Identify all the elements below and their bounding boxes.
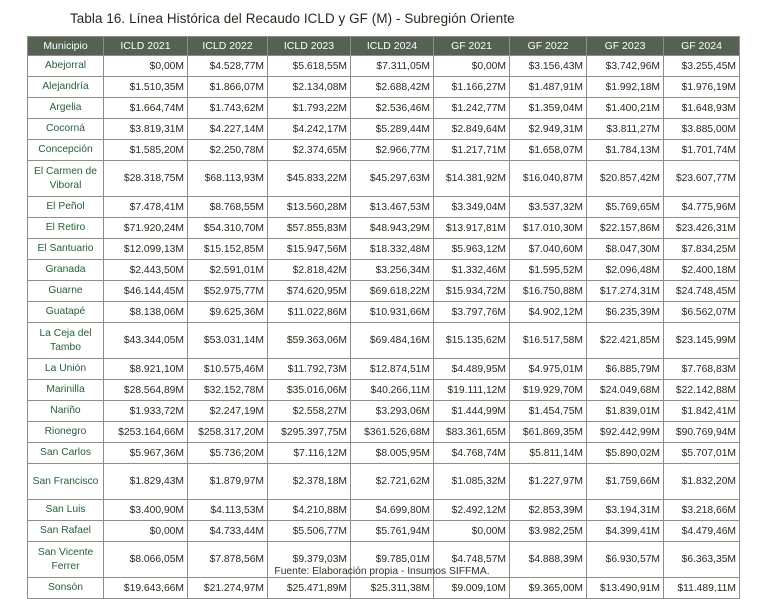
value-cell: $69.484,16M — [351, 323, 434, 359]
table-row — [28, 521, 740, 542]
value-cell: $2.134,08M — [268, 77, 351, 98]
value-cell: $1.992,18M — [587, 77, 664, 98]
value-cell: $1.510,35M — [104, 77, 188, 98]
municipio-cell: San Rafael — [28, 521, 104, 542]
value-cell: $2.096,48M — [587, 260, 664, 281]
value-cell: $3.742,96M — [587, 56, 664, 77]
value-cell: $2.492,12M — [434, 500, 510, 521]
value-cell: $2.721,62M — [351, 464, 434, 500]
value-cell: $0,00M — [104, 521, 188, 542]
table-row — [28, 260, 740, 281]
column-header: ICLD 2023 — [268, 37, 351, 56]
value-cell: $3.819,31M — [104, 119, 188, 140]
value-cell: $2.378,18M — [268, 464, 351, 500]
value-cell: $1.166,27M — [434, 77, 510, 98]
value-cell: $1.976,19M — [664, 77, 740, 98]
municipio-cell: Abejorral — [28, 56, 104, 77]
value-cell: $6.930,57M — [587, 542, 664, 578]
value-cell: $2.853,39M — [510, 500, 587, 521]
value-cell: $1.332,46M — [434, 260, 510, 281]
value-cell: $6.235,39M — [587, 302, 664, 323]
value-cell: $5.811,14M — [510, 443, 587, 464]
value-cell: $83.361,65M — [434, 422, 510, 443]
value-cell: $2.688,42M — [351, 77, 434, 98]
value-cell: $24.049,68M — [587, 380, 664, 401]
value-cell: $54.310,70M — [188, 218, 268, 239]
value-cell: $71.920,24M — [104, 218, 188, 239]
value-cell: $253.164,66M — [104, 422, 188, 443]
value-cell: $8.138,06M — [104, 302, 188, 323]
table-row — [28, 98, 740, 119]
value-cell: $2.949,31M — [510, 119, 587, 140]
value-cell: $48.943,29M — [351, 218, 434, 239]
value-cell: $3.797,76M — [434, 302, 510, 323]
table-caption: Tabla 16. Línea Histórica del Recaudo ICLD y GF (M) - Subregión Oriente — [70, 11, 515, 26]
value-cell: $6.363,35M — [664, 542, 740, 578]
revenue-table — [27, 36, 740, 599]
value-cell: $3.194,31M — [587, 500, 664, 521]
value-cell: $4.975,01M — [510, 359, 587, 380]
value-cell: $4.227,14M — [188, 119, 268, 140]
municipio-cell: El Carmen de Viboral — [28, 161, 104, 197]
value-cell: $1.487,91M — [510, 77, 587, 98]
source-note: Fuente: Elaboración propia - Insumos SIFFMA. — [274, 566, 490, 577]
value-cell: $1.793,22M — [268, 98, 351, 119]
value-cell: $4.528,77M — [188, 56, 268, 77]
table-row — [28, 140, 740, 161]
municipio-cell: San Francisco — [28, 464, 104, 500]
value-cell: $11.792,73M — [268, 359, 351, 380]
value-cell: $7.040,60M — [510, 239, 587, 260]
value-cell: $17.010,30M — [510, 218, 587, 239]
value-cell: $2.536,46M — [351, 98, 434, 119]
table-row — [28, 281, 740, 302]
value-cell: $3.293,06M — [351, 401, 434, 422]
municipio-cell: San Luis — [28, 500, 104, 521]
value-cell: $6.885,79M — [587, 359, 664, 380]
value-cell: $3.218,66M — [664, 500, 740, 521]
value-cell: $46.144,45M — [104, 281, 188, 302]
value-cell: $7.478,41M — [104, 197, 188, 218]
value-cell: $8.047,30M — [587, 239, 664, 260]
value-cell: $1.701,74M — [664, 140, 740, 161]
value-cell: $2.443,50M — [104, 260, 188, 281]
value-cell: $13.467,53M — [351, 197, 434, 218]
table-row — [28, 218, 740, 239]
value-cell: $45.297,63M — [351, 161, 434, 197]
value-cell: $25.311,38M — [351, 578, 434, 599]
column-header: GF 2023 — [587, 37, 664, 56]
value-cell: $4.489,95M — [434, 359, 510, 380]
value-cell: $1.085,32M — [434, 464, 510, 500]
table-row — [28, 119, 740, 140]
municipio-cell: Sonsón — [28, 578, 104, 599]
municipio-cell: La Unión — [28, 359, 104, 380]
municipio-cell: Argelia — [28, 98, 104, 119]
value-cell: $4.113,53M — [188, 500, 268, 521]
value-cell: $5.761,94M — [351, 521, 434, 542]
value-cell: $23.426,31M — [664, 218, 740, 239]
value-cell: $2.849,64M — [434, 119, 510, 140]
column-header: GF 2022 — [510, 37, 587, 56]
value-cell: $3.537,32M — [510, 197, 587, 218]
value-cell: $7.768,83M — [664, 359, 740, 380]
table-row — [28, 323, 740, 359]
municipio-cell: El Peñol — [28, 197, 104, 218]
value-cell: $61.869,35M — [510, 422, 587, 443]
value-cell: $8.921,10M — [104, 359, 188, 380]
value-cell: $57.855,83M — [268, 218, 351, 239]
value-cell: $3.885,00M — [664, 119, 740, 140]
value-cell: $1.759,66M — [587, 464, 664, 500]
municipio-cell: El Retiro — [28, 218, 104, 239]
value-cell: $11.489,11M — [664, 578, 740, 599]
value-cell: $17.274,31M — [587, 281, 664, 302]
value-cell: $1.585,20M — [104, 140, 188, 161]
value-cell: $1.784,13M — [587, 140, 664, 161]
column-header: GF 2024 — [664, 37, 740, 56]
column-header: GF 2021 — [434, 37, 510, 56]
value-cell: $8.066,05M — [104, 542, 188, 578]
value-cell: $53.031,14M — [188, 323, 268, 359]
value-cell: $2.250,78M — [188, 140, 268, 161]
value-cell: $2.818,42M — [268, 260, 351, 281]
value-cell: $74.620,95M — [268, 281, 351, 302]
table-row — [28, 56, 740, 77]
value-cell: $3.255,45M — [664, 56, 740, 77]
value-cell: $3.982,25M — [510, 521, 587, 542]
value-cell: $1.879,97M — [188, 464, 268, 500]
value-cell: $3.811,27M — [587, 119, 664, 140]
value-cell: $7.878,56M — [188, 542, 268, 578]
value-cell: $32.152,78M — [188, 380, 268, 401]
value-cell: $19.929,70M — [510, 380, 587, 401]
municipio-cell: San Vicente Ferrer — [28, 542, 104, 578]
value-cell: $1.359,04M — [510, 98, 587, 119]
value-cell: $8.005,95M — [351, 443, 434, 464]
value-cell: $13.560,28M — [268, 197, 351, 218]
value-cell: $68.113,93M — [188, 161, 268, 197]
value-cell: $25.471,89M — [268, 578, 351, 599]
value-cell: $1.829,43M — [104, 464, 188, 500]
municipio-cell: Guarne — [28, 281, 104, 302]
table-row — [28, 239, 740, 260]
value-cell: $361.526,68M — [351, 422, 434, 443]
value-cell: $22.157,86M — [587, 218, 664, 239]
value-cell: $7.116,12M — [268, 443, 351, 464]
column-header: ICLD 2024 — [351, 37, 434, 56]
table-row — [28, 578, 740, 599]
municipio-cell: Marinilla — [28, 380, 104, 401]
value-cell: $1.743,62M — [188, 98, 268, 119]
value-cell: $9.379,03M — [268, 542, 351, 578]
value-cell: $59.363,06M — [268, 323, 351, 359]
value-cell: $15.947,56M — [268, 239, 351, 260]
value-cell: $22.142,88M — [664, 380, 740, 401]
value-cell: $1.648,93M — [664, 98, 740, 119]
value-cell: $11.022,86M — [268, 302, 351, 323]
value-cell: $15.152,85M — [188, 239, 268, 260]
value-cell: $1.658,07M — [510, 140, 587, 161]
value-cell: $1.227,97M — [510, 464, 587, 500]
municipio-cell: Rionegro — [28, 422, 104, 443]
municipio-cell: Alejandría — [28, 77, 104, 98]
value-cell: $2.966,77M — [351, 140, 434, 161]
value-cell: $1.832,20M — [664, 464, 740, 500]
value-cell: $5.769,65M — [587, 197, 664, 218]
value-cell: $19.111,12M — [434, 380, 510, 401]
table-row — [28, 422, 740, 443]
municipio-cell: Cocorná — [28, 119, 104, 140]
table-row — [28, 464, 740, 500]
value-cell: $5.618,55M — [268, 56, 351, 77]
value-cell: $258.317,20M — [188, 422, 268, 443]
value-cell: $10.931,66M — [351, 302, 434, 323]
municipio-cell: El Santuario — [28, 239, 104, 260]
value-cell: $1.664,74M — [104, 98, 188, 119]
value-cell: $28.318,75M — [104, 161, 188, 197]
column-header: Municipio — [28, 37, 104, 56]
value-cell: $21.274,97M — [188, 578, 268, 599]
value-cell: $19.643,66M — [104, 578, 188, 599]
value-cell: $12.099,13M — [104, 239, 188, 260]
value-cell: $4.242,17M — [268, 119, 351, 140]
table-row — [28, 77, 740, 98]
value-cell: $13.490,91M — [587, 578, 664, 599]
value-cell: $1.217,71M — [434, 140, 510, 161]
municipio-cell: Granada — [28, 260, 104, 281]
value-cell: $2.247,19M — [188, 401, 268, 422]
value-cell: $43.344,05M — [104, 323, 188, 359]
value-cell: $23.145,99M — [664, 323, 740, 359]
value-cell: $7.311,05M — [351, 56, 434, 77]
municipio-cell: Concepción — [28, 140, 104, 161]
table-row — [28, 197, 740, 218]
column-header: ICLD 2021 — [104, 37, 188, 56]
value-cell: $4.210,88M — [268, 500, 351, 521]
municipio-cell: Guatapé — [28, 302, 104, 323]
value-cell: $1.400,21M — [587, 98, 664, 119]
value-cell: $4.479,46M — [664, 521, 740, 542]
value-cell: $3.256,34M — [351, 260, 434, 281]
value-cell: $4.888,39M — [510, 542, 587, 578]
value-cell: $16.040,87M — [510, 161, 587, 197]
value-cell: $13.917,81M — [434, 218, 510, 239]
table-row — [28, 302, 740, 323]
value-cell: $5.707,01M — [664, 443, 740, 464]
value-cell: $1.595,52M — [510, 260, 587, 281]
value-cell: $1.454,75M — [510, 401, 587, 422]
value-cell: $9.625,36M — [188, 302, 268, 323]
value-cell: $35.016,06M — [268, 380, 351, 401]
value-cell: $4.775,96M — [664, 197, 740, 218]
value-cell: $16.750,88M — [510, 281, 587, 302]
table-row — [28, 443, 740, 464]
value-cell: $2.558,27M — [268, 401, 351, 422]
value-cell: $4.748,57M — [434, 542, 510, 578]
value-cell: $0,00M — [434, 521, 510, 542]
value-cell: $295.397,75M — [268, 422, 351, 443]
value-cell: $5.967,36M — [104, 443, 188, 464]
value-cell: $2.374,65M — [268, 140, 351, 161]
value-cell: $12.874,51M — [351, 359, 434, 380]
municipio-cell: San Carlos — [28, 443, 104, 464]
table-row — [28, 401, 740, 422]
value-cell: $4.768,74M — [434, 443, 510, 464]
value-cell: $1.933,72M — [104, 401, 188, 422]
value-cell: $22.421,85M — [587, 323, 664, 359]
column-header: ICLD 2022 — [188, 37, 268, 56]
header-row — [28, 37, 740, 56]
value-cell: $1.839,01M — [587, 401, 664, 422]
value-cell: $28.564,89M — [104, 380, 188, 401]
value-cell: $1.866,07M — [188, 77, 268, 98]
value-cell: $1.842,41M — [664, 401, 740, 422]
value-cell: $9.009,10M — [434, 578, 510, 599]
value-cell: $9.365,00M — [510, 578, 587, 599]
table-row — [28, 359, 740, 380]
value-cell: $69.618,22M — [351, 281, 434, 302]
value-cell: $2.591,01M — [188, 260, 268, 281]
table-row — [28, 500, 740, 521]
value-cell: $2.400,18M — [664, 260, 740, 281]
value-cell: $10.575,46M — [188, 359, 268, 380]
value-cell: $9.785,01M — [351, 542, 434, 578]
value-cell: $1.242,77M — [434, 98, 510, 119]
value-cell: $4.733,44M — [188, 521, 268, 542]
value-cell: $0,00M — [434, 56, 510, 77]
table-row — [28, 380, 740, 401]
table-row — [28, 161, 740, 197]
municipio-cell: La Ceja del Tambo — [28, 323, 104, 359]
value-cell: $1.444,99M — [434, 401, 510, 422]
value-cell: $5.506,77M — [268, 521, 351, 542]
value-cell: $8.768,55M — [188, 197, 268, 218]
value-cell: $5.890,02M — [587, 443, 664, 464]
value-cell: $52.975,77M — [188, 281, 268, 302]
value-cell: $5.963,12M — [434, 239, 510, 260]
value-cell: $45.833,22M — [268, 161, 351, 197]
value-cell: $3.349,04M — [434, 197, 510, 218]
value-cell: $4.699,80M — [351, 500, 434, 521]
value-cell: $4.902,12M — [510, 302, 587, 323]
value-cell: $20.857,42M — [587, 161, 664, 197]
municipio-cell: Nariño — [28, 401, 104, 422]
value-cell: $4.399,41M — [587, 521, 664, 542]
value-cell: $5.289,44M — [351, 119, 434, 140]
value-cell: $16.517,58M — [510, 323, 587, 359]
value-cell: $5.736,20M — [188, 443, 268, 464]
value-cell: $40.266,11M — [351, 380, 434, 401]
value-cell: $24.748,45M — [664, 281, 740, 302]
value-cell: $92.442,99M — [587, 422, 664, 443]
value-cell: $14.381,92M — [434, 161, 510, 197]
value-cell: $3.156,43M — [510, 56, 587, 77]
value-cell: $18.332,48M — [351, 239, 434, 260]
value-cell: $7.834,25M — [664, 239, 740, 260]
value-cell: $15.934,72M — [434, 281, 510, 302]
value-cell: $90.769,94M — [664, 422, 740, 443]
value-cell: $23.607,77M — [664, 161, 740, 197]
value-cell: $3.400,90M — [104, 500, 188, 521]
value-cell: $0,00M — [104, 56, 188, 77]
value-cell: $6.562,07M — [664, 302, 740, 323]
value-cell: $15.135,62M — [434, 323, 510, 359]
